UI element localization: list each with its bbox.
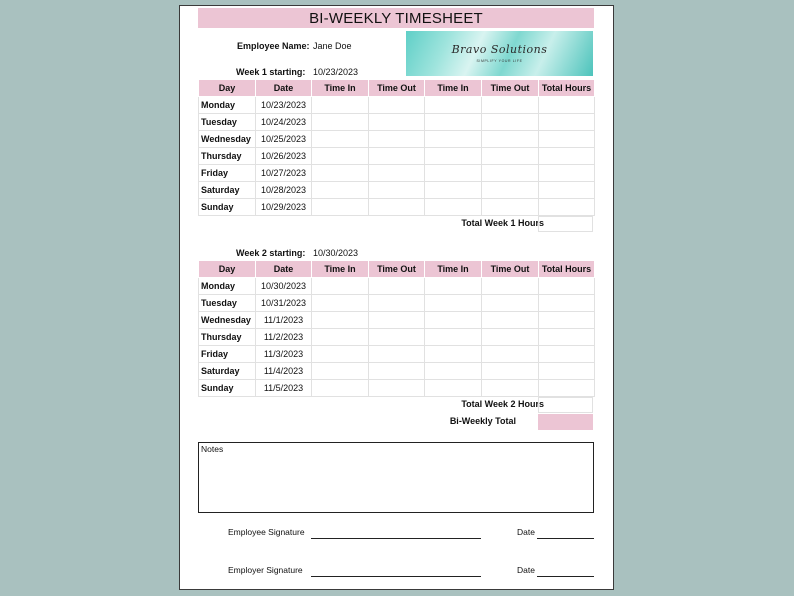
week2-table — [198, 260, 595, 397]
time-in-cell[interactable] — [425, 148, 482, 165]
total-hours-cell[interactable] — [539, 97, 595, 114]
day-cell: Monday — [199, 278, 256, 295]
col-header-day: Day — [199, 261, 256, 278]
week2-total-label: Total Week 2 Hours — [461, 399, 544, 409]
total-hours-cell[interactable] — [539, 165, 595, 182]
time-in-cell[interactable] — [425, 165, 482, 182]
date-cell: 11/1/2023 — [256, 312, 312, 329]
time-in-cell[interactable] — [312, 182, 369, 199]
total-hours-cell[interactable] — [539, 329, 595, 346]
day-cell: Wednesday — [199, 312, 256, 329]
date-cell: 10/31/2023 — [256, 295, 312, 312]
time-out-cell[interactable] — [369, 312, 425, 329]
employee-date-label: Date — [517, 527, 535, 537]
table-row — [199, 363, 595, 380]
time-in-cell[interactable] — [312, 114, 369, 131]
time-in-cell[interactable] — [312, 363, 369, 380]
week2-total-box[interactable] — [538, 397, 593, 413]
employer-date-line[interactable] — [537, 576, 594, 577]
week2-header-row — [199, 261, 595, 278]
time-out-cell[interactable] — [482, 199, 539, 216]
day-cell: Sunday — [199, 199, 256, 216]
total-hours-cell[interactable] — [539, 114, 595, 131]
day-cell: Sunday — [199, 380, 256, 397]
week2-start-label: Week 2 starting: — [236, 248, 306, 258]
total-hours-cell[interactable] — [539, 148, 595, 165]
total-hours-cell[interactable] — [539, 346, 595, 363]
col-header-time-out: Time Out — [482, 261, 539, 278]
time-in-cell[interactable] — [312, 148, 369, 165]
time-out-cell[interactable] — [369, 278, 425, 295]
total-hours-cell[interactable] — [539, 278, 595, 295]
table-row — [199, 97, 595, 114]
time-out-cell[interactable] — [482, 114, 539, 131]
time-in-cell[interactable] — [312, 295, 369, 312]
day-cell: Friday — [199, 346, 256, 363]
notes-box[interactable] — [198, 442, 594, 513]
time-out-cell[interactable] — [482, 295, 539, 312]
date-cell: 11/4/2023 — [256, 363, 312, 380]
time-out-cell[interactable] — [369, 295, 425, 312]
col-header-time-in: Time In — [312, 80, 369, 97]
time-out-cell[interactable] — [369, 131, 425, 148]
total-hours-cell[interactable] — [539, 295, 595, 312]
date-cell: 10/29/2023 — [256, 199, 312, 216]
time-out-cell[interactable] — [482, 329, 539, 346]
time-in-cell[interactable] — [312, 199, 369, 216]
time-out-cell[interactable] — [369, 97, 425, 114]
time-in-cell[interactable] — [312, 131, 369, 148]
col-header-day: Day — [199, 80, 256, 97]
time-out-cell[interactable] — [369, 346, 425, 363]
time-out-cell[interactable] — [482, 363, 539, 380]
table-row — [199, 131, 595, 148]
notes-label: Notes — [201, 444, 224, 454]
time-in-cell[interactable] — [312, 329, 369, 346]
total-hours-cell[interactable] — [539, 182, 595, 199]
time-in-cell[interactable] — [425, 199, 482, 216]
time-out-cell[interactable] — [369, 329, 425, 346]
date-cell: 11/5/2023 — [256, 380, 312, 397]
day-cell: Wednesday — [199, 131, 256, 148]
total-hours-cell[interactable] — [539, 363, 595, 380]
time-out-cell[interactable] — [369, 165, 425, 182]
employee-signature-label: Employee Signature — [228, 527, 305, 537]
time-out-cell[interactable] — [369, 380, 425, 397]
week1-table — [198, 79, 595, 216]
day-cell: Thursday — [199, 148, 256, 165]
table-row — [199, 380, 595, 397]
time-out-cell[interactable] — [369, 182, 425, 199]
table-row — [199, 165, 595, 182]
time-out-cell[interactable] — [482, 380, 539, 397]
table-row — [199, 148, 595, 165]
date-cell: 10/28/2023 — [256, 182, 312, 199]
biweekly-total-label: Bi-Weekly Total — [449, 416, 516, 426]
date-cell: 10/24/2023 — [256, 114, 312, 131]
table-row — [199, 329, 595, 346]
table-row — [199, 312, 595, 329]
time-out-cell[interactable] — [482, 148, 539, 165]
time-out-cell[interactable] — [482, 278, 539, 295]
time-out-cell[interactable] — [369, 199, 425, 216]
biweekly-total-box[interactable] — [538, 414, 593, 430]
total-hours-cell[interactable] — [539, 312, 595, 329]
table-row — [199, 199, 595, 216]
col-header-total-hours: Total Hours — [539, 261, 595, 278]
table-row — [199, 295, 595, 312]
employee-date-line[interactable] — [537, 538, 594, 539]
time-in-cell[interactable] — [312, 380, 369, 397]
time-in-cell[interactable] — [312, 346, 369, 363]
table-row — [199, 346, 595, 363]
time-in-cell[interactable] — [425, 329, 482, 346]
col-header-time-out: Time Out — [369, 261, 425, 278]
total-hours-cell[interactable] — [539, 131, 595, 148]
employee-name-label: Employee Name: — [237, 41, 310, 51]
time-in-cell[interactable] — [425, 346, 482, 363]
table-row — [199, 278, 595, 295]
time-in-cell[interactable] — [425, 363, 482, 380]
time-out-cell[interactable] — [482, 97, 539, 114]
date-cell: 11/3/2023 — [256, 346, 312, 363]
day-cell: Thursday — [199, 329, 256, 346]
time-out-cell[interactable] — [482, 312, 539, 329]
employee-signature-line[interactable] — [311, 538, 481, 539]
table-row — [199, 114, 595, 131]
week1-header-row — [199, 80, 595, 97]
time-out-cell[interactable] — [369, 363, 425, 380]
col-header-time-in: Time In — [425, 80, 482, 97]
logo-tagline: SIMPLIFY YOUR LIFE — [476, 59, 523, 63]
logo-name: Bravo Solutions — [451, 43, 548, 56]
time-in-cell[interactable] — [425, 278, 482, 295]
total-hours-cell[interactable] — [539, 380, 595, 397]
col-header-time-in: Time In — [425, 261, 482, 278]
col-header-time-out: Time Out — [369, 80, 425, 97]
employee-name-value[interactable]: Jane Doe — [313, 41, 352, 51]
day-cell: Saturday — [199, 182, 256, 199]
week1-start-label: Week 1 starting: — [236, 67, 306, 77]
time-out-cell[interactable] — [369, 148, 425, 165]
time-in-cell[interactable] — [425, 131, 482, 148]
day-cell: Tuesday — [199, 114, 256, 131]
day-cell: Monday — [199, 97, 256, 114]
time-out-cell[interactable] — [482, 182, 539, 199]
date-cell: 10/23/2023 — [256, 97, 312, 114]
col-header-time-in: Time In — [312, 261, 369, 278]
time-in-cell[interactable] — [425, 295, 482, 312]
col-header-total-hours: Total Hours — [539, 80, 595, 97]
week1-start-value[interactable]: 10/23/2023 — [313, 67, 359, 77]
time-in-cell[interactable] — [425, 97, 482, 114]
time-in-cell[interactable] — [312, 97, 369, 114]
time-in-cell[interactable] — [425, 312, 482, 329]
total-hours-cell[interactable] — [539, 199, 595, 216]
day-cell: Friday — [199, 165, 256, 182]
date-cell: 10/25/2023 — [256, 131, 312, 148]
time-in-cell[interactable] — [425, 114, 482, 131]
date-cell: 11/2/2023 — [256, 329, 312, 346]
date-cell: 10/30/2023 — [256, 278, 312, 295]
week2-start-value[interactable]: 10/30/2023 — [313, 248, 359, 258]
date-cell: 10/27/2023 — [256, 165, 312, 182]
time-out-cell[interactable] — [482, 346, 539, 363]
day-cell: Tuesday — [199, 295, 256, 312]
time-in-cell[interactable] — [312, 312, 369, 329]
week1-total-box[interactable] — [538, 216, 593, 232]
time-out-cell[interactable] — [369, 114, 425, 131]
employer-date-label: Date — [517, 565, 535, 575]
time-out-cell[interactable] — [482, 131, 539, 148]
employer-signature-line[interactable] — [311, 576, 481, 577]
time-in-cell[interactable] — [312, 165, 369, 182]
time-in-cell[interactable] — [425, 182, 482, 199]
company-logo — [406, 31, 593, 76]
col-header-time-out: Time Out — [482, 80, 539, 97]
timesheet-page — [179, 5, 614, 590]
time-in-cell[interactable] — [425, 380, 482, 397]
col-header-date: Date — [256, 261, 312, 278]
page-title: BI-WEEKLY TIMESHEET — [198, 8, 594, 28]
time-in-cell[interactable] — [312, 278, 369, 295]
time-out-cell[interactable] — [482, 165, 539, 182]
table-row — [199, 182, 595, 199]
day-cell: Saturday — [199, 363, 256, 380]
week1-total-label: Total Week 1 Hours — [461, 218, 544, 228]
date-cell: 10/26/2023 — [256, 148, 312, 165]
col-header-date: Date — [256, 80, 312, 97]
employer-signature-label: Employer Signature — [228, 565, 303, 575]
